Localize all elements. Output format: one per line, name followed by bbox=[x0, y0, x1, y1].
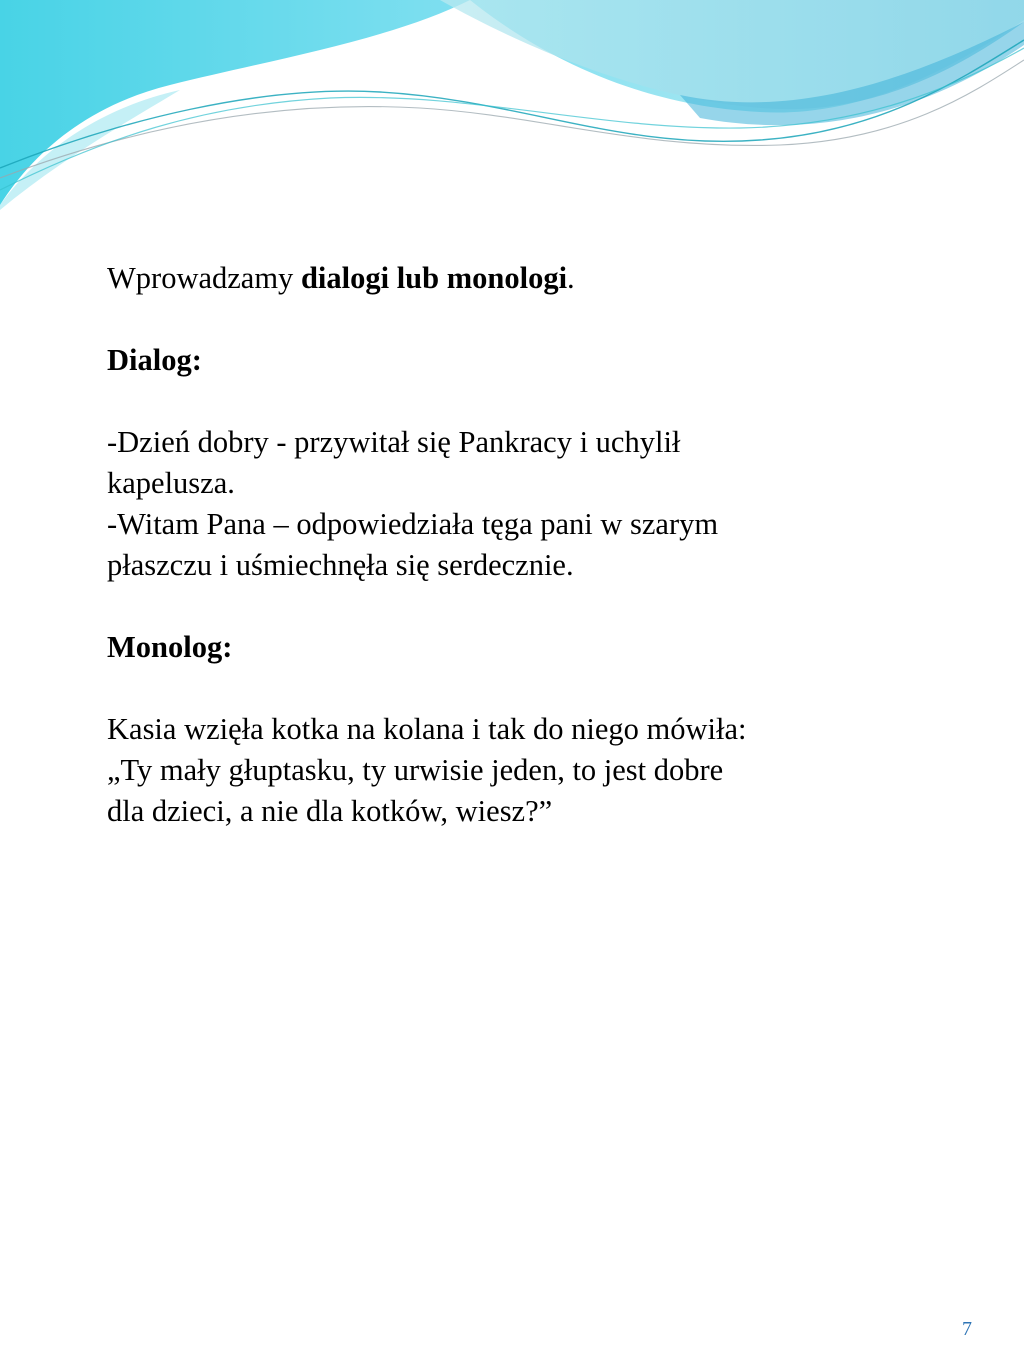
dialog-line: płaszczu i uśmiechnęła się serdecznie. bbox=[107, 548, 574, 582]
monolog-line: dla dzieci, a nie dla kotków, wiesz?” bbox=[107, 794, 553, 828]
dialog-line: kapelusza. bbox=[107, 466, 235, 500]
monolog-line: Kasia wzięła kotka na kolana i tak do niego mówiła: bbox=[107, 712, 747, 746]
monolog-heading: Monolog: bbox=[107, 630, 233, 664]
dialog-line: -Dzień dobry - przywitał się Pankracy i uchylił bbox=[107, 425, 681, 459]
monolog-line: „Ty mały głuptasku, ty urwisie jeden, to jest dobre bbox=[107, 753, 724, 787]
wave-header-decoration bbox=[0, 0, 1024, 220]
dialog-line: -Witam Pana – odpowiedziała tęga pani w szarym bbox=[107, 507, 719, 541]
intro-prefix: Wprowadzamy bbox=[107, 261, 301, 295]
dialog-heading: Dialog: bbox=[107, 343, 202, 377]
intro-paragraph bbox=[107, 258, 907, 299]
slide-content bbox=[107, 258, 907, 832]
intro-suffix: . bbox=[567, 261, 575, 295]
page-number: 7 bbox=[962, 1318, 972, 1340]
intro-emphasis: dialogi lub monologi bbox=[300, 261, 568, 295]
